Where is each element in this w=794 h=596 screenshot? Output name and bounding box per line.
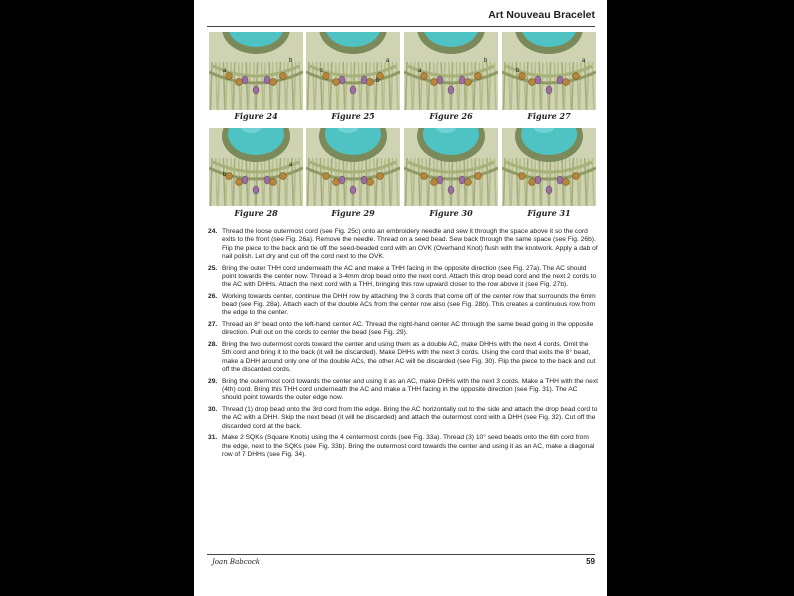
figure-photo <box>209 128 303 206</box>
figure-annotation-letter: b <box>289 58 293 64</box>
figure-caption: Figure 25 <box>331 111 375 121</box>
figure-annotation-letter: b <box>376 78 380 84</box>
figure-annotation-letter: a <box>418 68 422 74</box>
step-text: Bring the outermost cord towards the center and using it as an AC, make DHHs with the next 3 cords. Make a THH with the next (4th) cord. Bring this THH cord underneath the AC and make a THH facing in the opposite direction (see Fig. 31). The AC should point towards the outer edge now. <box>222 377 598 402</box>
step-text: Thread the loose outermost cord (see Fig. 25c) onto an embroidery needle and sew it through the space above it so the cord exits to the front (see Fig. 26a). Remove the needle. Thread on a seed bead. Sew back through the same space (see Fig. 26b). Flip the piece to the back and tie off the seed-beaded cord with an OVK (Overhand Knot) flush with the knotwork. Apply a dab of nail polish. Let dry and cut off the cord next to the OVK. <box>222 228 598 260</box>
figure-annotation-letter: b <box>484 58 488 64</box>
step-31 <box>208 434 598 459</box>
header-rule <box>207 26 595 27</box>
figure-annotation-letter: c <box>320 68 323 74</box>
step-number: 28. <box>208 341 218 349</box>
step-number: 25. <box>208 264 218 272</box>
step-text: Thread (1) drop bead onto the 3rd cord from the edge. Bring the AC horizontally out to the side and attach the drop bead cord to the AC with a DHH. Skip the next bead (it will be discarded) and attach the outermost cord with a DHH (see Fig. 32). Cut off the discarded cord at the back. <box>222 405 598 430</box>
step-number: 27. <box>208 321 218 329</box>
step-28 <box>208 341 598 374</box>
figure-photo <box>502 128 596 206</box>
step-24 <box>208 228 598 261</box>
figure-caption: Figure 28 <box>234 208 278 218</box>
step-30 <box>208 406 598 431</box>
figure-caption: Figure 29 <box>331 208 375 218</box>
bracelet-illustration <box>502 128 596 206</box>
running-head: Art Nouveau Bracelet <box>488 9 595 21</box>
step-number: 24. <box>208 228 218 235</box>
step-25 <box>208 265 598 290</box>
step-text: Bring the two outermost cords toward the center and using them as a double AC, make DHHs with the next 4 cords. Omit the 5th cord and bring it to the back (it will be discarded). Make DHHs with the next 3 cords. Using the cord that exits the 8° bead, make a DHH around only one of the double ACs, the other AC will be discarded (see Fig. 30). Flip the piece to the back and cut off the discarded cords. <box>222 341 596 374</box>
figure-photo <box>209 32 303 110</box>
bracelet-illustration <box>306 32 400 110</box>
bracelet-illustration <box>209 32 303 110</box>
step-text: Make 2 SQKs (Square Knots) using the 4 centermost cords (see Fig. 33a). Thread (3) 10° seed beads onto the 6th cord from the edge, next to the SQKs (see Fig. 33b). Bring the outermost cord towards the center and using it as an AC, make a diagonal row of 7 DHHs (see Fig. 34). <box>222 434 595 458</box>
figure-photo <box>404 128 498 206</box>
step-text: Thread an 8° bead onto the left-hand center AC. Thread the right-hand center AC through the same bead going in the opposite direction. Pull out on the cords to center the bead (see Fig. 29). <box>222 321 594 337</box>
figure-caption: Figure 24 <box>234 111 278 121</box>
figure-photo <box>306 128 400 206</box>
step-number: 31. <box>208 434 218 442</box>
figure-annotation-letter: a <box>582 58 586 64</box>
bracelet-illustration <box>502 32 596 110</box>
figure-caption: Figure 31 <box>527 208 571 218</box>
bracelet-illustration <box>404 128 498 206</box>
step-27 <box>208 321 598 338</box>
figure-annotation-letter: b <box>516 68 520 74</box>
figure-caption: Figure 27 <box>527 111 571 121</box>
page-number: 59 <box>586 557 595 566</box>
figure-photo <box>306 32 400 110</box>
bracelet-illustration <box>306 128 400 206</box>
bracelet-illustration <box>404 32 498 110</box>
figure-annotation-letter: a <box>289 162 293 168</box>
step-26 <box>208 293 598 318</box>
step-29 <box>208 378 598 403</box>
author-name: Joan Babcock <box>212 558 261 566</box>
step-number: 30. <box>208 405 218 413</box>
figure-photo <box>502 32 596 110</box>
figure-annotation-letter: a <box>386 58 390 64</box>
step-text: Working towards center, continue the DHH row by attaching the 3 cords that come off of the center row that surrounds the 6mm bead (see Fig. 28a). Attach each of the double ACs from the center row also (see Fig. 28b). This creates a continuous row from the edge to the center. <box>222 292 596 317</box>
figure-annotation-letter: b <box>223 172 227 178</box>
step-number: 26. <box>208 292 218 300</box>
instruction-steps <box>208 228 598 463</box>
step-text: Bring the outer THH cord underneath the AC and make a THH facing in the opposite direction (see Fig. 27a). The AC should point towards the center now. Thread a 3-4mm drop bead onto the next cord. Attach this drop bead cord and the next 2 cords to the AC with DHHs. Attach the next cord with a THH, bringing this row upward closer to the row above it (see Fig. 27b). <box>222 264 597 289</box>
figure-annotation-letter: a <box>223 68 227 74</box>
figure-caption: Figure 30 <box>429 208 473 218</box>
footer-rule <box>207 554 595 555</box>
figure-caption: Figure 26 <box>429 111 473 121</box>
document-page <box>194 0 607 596</box>
bracelet-illustration <box>209 128 303 206</box>
step-number: 29. <box>208 377 218 385</box>
figure-photo <box>404 32 498 110</box>
